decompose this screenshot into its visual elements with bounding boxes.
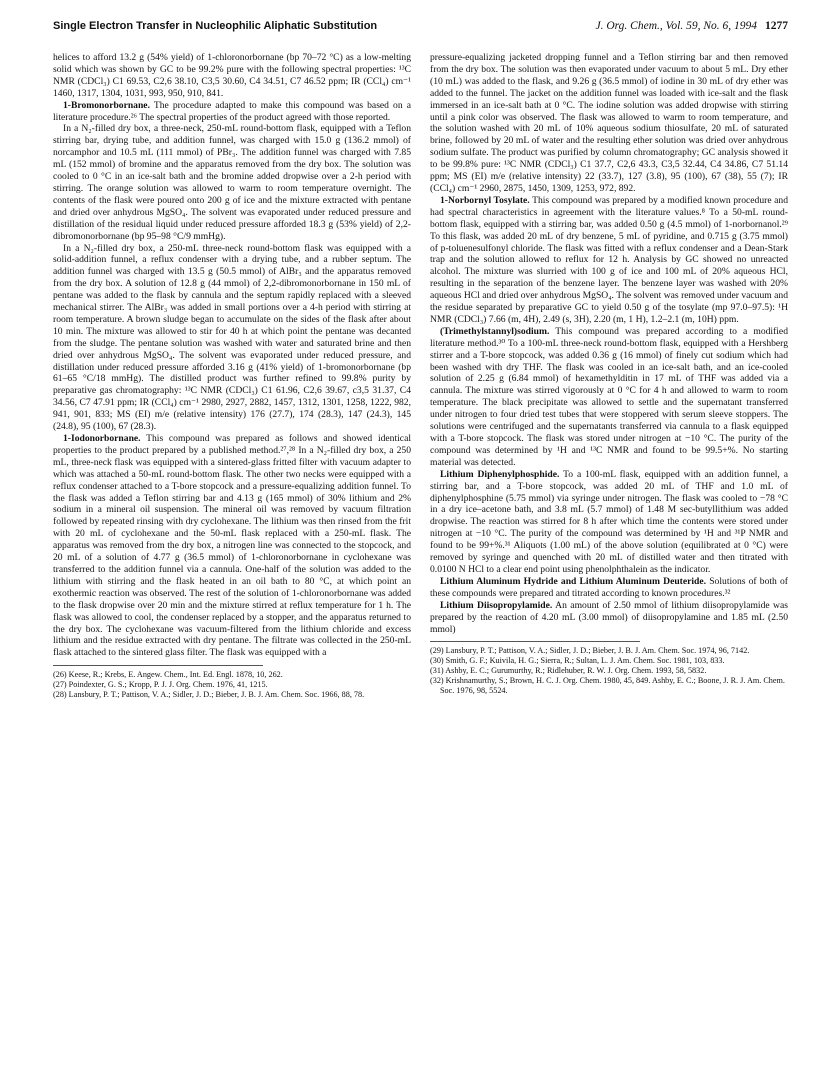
running-title: Single Electron Transfer in Nucleophilic Aliphatic Substitution xyxy=(53,20,378,32)
section-heading: 1-Norbornyl Tosylate. xyxy=(440,194,530,206)
paragraph xyxy=(53,433,411,659)
paragraph-body: This compound was prepared as follows and showed identical properties to the product prepared by a published method.²⁷,²⁸ In a N₂-filled dry box, a 250 mL, three-neck flask was equipped with a sintered-glass fritted filter with vacuum adapter to which was attached a 50-mL round-bottom flask. The other two necks were equipped with a reflux condenser attached to a T-bore stopcock and a pressure-equalizing addition funnel. To the flask was added a Teflon stirring bar and 4.13 g (165 mmol) of 30% lithium and 2% sodium in a mineral oil suspension. The mineral oil was removed by vacuum filtration followed by repeated rinsing with dry cyclohexane. The lithium was then rinsed from the frit with 20 mL of cyclohexane and the 50-mL flask replaced with a 250-mL flask. The apparatus was removed from the dry box, a nitrogen line was connected to the stopcock, and 20 mL of a solution of 4.77 g (36.5 mmol) of 1-chloronorbornane in cyclohexane was transferred to the addition funnel via a cannula. One-half of the solution was added to the lithium with stirring and the flask heated in an oil bath to 80 °C, at which point an exothermic reaction was observed. The rest of the solution of 1-chloronorbornane was added to the flask dropwise over 20 min and the mixture stirred at reflux temperature for 1 h. The flask was allowed to cool, the condenser replaced by a stopper, and the apparatus returned to the dry box. The cyclohexane was vacuum-filtered from the lithium chloride and excess lithium and the residue extracted with dry pentane. The filtrate was collected in the 250-mL flask attached to the sintered glass filter. The flask was equipped with a xyxy=(53,433,411,659)
paragraph-body: This compound was prepared by a modified known procedure and had spectral characteristics in agreement with the literature values.⁸ To a 50-mL round-bottom flask, equipped with a stirring bar, was added 0.50 g (4.5 mmol) of 1-norbornanol.²⁹ To this flask, was added 20 mL of dry benzene, 5 mL of pyridine, and 0.715 g (3.75 mmol) of p-toluenesulfonyl chloride. The flask was fitted with a reflux condenser and a Dean-Stark trap and the solution allowed to reflux for 12 h. Analysis by GC showed no unreacted alcohol. The mixture was slurried with 100 g of ice and 100 mL of 20% aqueous HCl, resulting in the separation of the benzene layer. The benzene layer was washed with 20% aqueous HCl and dried over anhydrous MgSO₄. The solvent was removed under vacuum and the residue separated by preparative GC to yield 0.50 g of the tosylate (mp 97.0–97.5): ¹H NMR (CDCl₃) 7.66 (m, 4H), 2.49 (s, 3H), 2.20 (m, 1 H), 1.2–2.1 (m, 10H) ppm. xyxy=(430,194,788,325)
footnotes xyxy=(430,646,788,696)
running-header xyxy=(53,20,788,36)
journal-citation xyxy=(595,20,788,32)
paragraph: In a N₂-filled dry box, a 250-mL three-neck round-bottom flask was equipped with a solid-addition funnel, a reflux condenser with a drying tube, and a rubber septum. The addition funnel was charged with 13.5 g (50.5 mmol) of AlBr₃ and the apparatus removed from the dry box. A solution of 12.8 g (44 mmol) of 2,2-dibromonorbornane in 150 mL of pentane was added to the flask by cannula and the septum rapidly replaced with a sleeved mechanical stirrer. The AlBr₃ was added in small portions over a 4-h period with stirring at room temperature. A brown sludge began to accumulate on the sides of the flask after about 10 min. The mixture was allowed to stir for 40 h at which point the pentane was decanted from the sludge. The pentane solution was washed with water and saturated brine and then dried over anhydrous MgSO₄. The solvent was evaporated under reduced pressure, and distillation under reduced pressure afforded 3.16 g (41% yield) of 1-bromonorbornane (bp 61–65 °C/18 mmHg). The distilled product was further refined to 99.8% purity by preparative gas chromatography: ¹³C NMR (CDCl₃) C1 61.96, C2,6 39.67, c3,5 31.37, C4 34.56, C7 47.91 ppm; IR (CCl₄) cm⁻¹ 2980, 2927, 2882, 1457, 1312, 1301, 1258, 1222, 982, 941, 901, 833; MS (EI) m/e (relative intensity) 176 (27.7), 174 (28.3), 147 (24.3), 145 (24.8), 95 (100), 67 (28.3). xyxy=(53,242,411,433)
paragraph: pressure-equalizing jacketed dropping funnel and a Teflon stirring bar and then removed from the dry box. The solution was then evaporated under vacuum to about 5 mL. Dry ether (10 mL) was added to the flask, and 9.26 g (36.5 mmol) of iodine in 30 mL of dry ether was added to the funnel. The jacket on the addition funnel was loaded with ice-salt and the flask immersed in an ice-salt bath at 0 °C. The iodine solution was added dropwise with stirring until a pink color was observed. The flask was allowed to warm to room temperature, and the solution washed with 20 mL of 10% aqueous sodium thiosulfate, 20 mL of saturated brine, followed by 20 mL of water and the resulting ether solution was dried over anhydrous sodium sulfate. The product was purified by column chromatography; GC analysis showed it to be 99.8% pure: ¹³C NMR (CDCl₃) C1 37.7, C2,6 43.3, C3,5 32.44, C4 34.86, C7 51.14 ppm; MS (EI) m/e (relative intensity) 22 (33.7), 127 (3.8), 95 (100), 67 (38), 55 (7); IR (CCl₄) cm⁻¹ 2960, 2875, 1450, 1309, 1253, 972, 892. xyxy=(430,52,788,194)
left-column xyxy=(53,52,411,700)
paragraph: helices to afford 13.2 g (54% yield) of 1-chloronorbornane (bp 70–72 °C) as a low-melting solid which was shown by GC to be 99.2% pure with the following spectral properties: ¹³C NMR (CDCl₃) C1 69.53, C2,6 38.10, C3,5 30.60, C4 34.51, C7 46.52 ppm; IR (CCl₄) cm⁻¹ 1460, 1317, 1304, 1031, 993, 950, 910, 841. xyxy=(53,52,411,99)
paragraph xyxy=(430,195,788,326)
section-heading: Lithium Diphenylphosphide. xyxy=(440,468,560,480)
footnote: (32) Krishnamurthy, S.; Brown, H. C. J. Org. Chem. 1980, 45, 849. Ashby, E. C.; Boone, J. R. J. Am. Chem. Soc. 1976, 98, 5524. xyxy=(430,676,785,696)
journal-name: J. Org. Chem., Vol. 59, No. 6, 1994 xyxy=(595,20,757,32)
section-heading: Lithium Diisopropylamide. xyxy=(440,599,553,611)
footnote: (29) Lansbury, P. T.; Pattison, V. A.; Sidler, J. D.; Bieber, J. B. J. Am. Chem. Soc. 1974, 96, 7142. xyxy=(430,646,750,656)
footnote: (31) Ashby, E. C.; Gurumurthy, R.; Ridlehuber, R. W. J. Org. Chem. 1993, 58, 5832. xyxy=(430,666,707,676)
paragraph-body: To a 100-mL flask, equipped with an addition funnel, a stirring bar, and a T-bore stopcock, was added 20 mL of THF and 1.0 mL of diphenylphosphine (5.75 mmol) via syringe under nitrogen. The flask was cooled to −78 °C in a dry ice–acetone bath, and 3.8 mL (5.7 mmol) of 1.48 M sec-butyllithium was added dropwise. The reaction was stirred for 8 h after which time the contents were stored under nitrogen at −10 °C. The purity of the compound was determined by ¹H and ³¹P NMR and found to be 99+%.³¹ Aliquots (1.00 mL) of the above solution (equilibrated at 0 °C) were removed by syringe and quenched with 20 mL of distilled water and then titrated with 0.0100 N HCl to a clear end point using phenolphthalein as the indicator. xyxy=(430,468,788,575)
paragraph xyxy=(430,469,788,576)
footnote: (27) Poindexter, G. S.; Kropp, P. J. J. Org. Chem. 1976, 41, 1215. xyxy=(53,680,268,690)
paragraph-body: An amount of 2.50 mmol of lithium diisopropylamide was prepared by the reaction of 4.20 mL (3.00 mmol) of diisopropylamine and 1.85 mL (2.50 mmol) xyxy=(430,599,788,635)
paragraph-body: Solutions of both of these compounds were prepared and titrated according to known procedures.³² xyxy=(430,575,788,599)
section-heading: 1-Bromonorbornane. xyxy=(63,99,150,111)
paragraph xyxy=(430,600,788,636)
footnote: (28) Lansbury, P. T.; Pattison, V. A.; Sidler, J. D.; Bieber, J. B. J. Am. Chem. Soc. 1966, 88, 78. xyxy=(53,690,365,700)
paragraph xyxy=(430,326,788,469)
section-heading: (Trimethylstannyl)sodium. xyxy=(440,325,550,337)
page-number: 1277 xyxy=(765,20,788,32)
footnotes xyxy=(53,670,411,700)
right-column xyxy=(430,52,788,696)
paragraph-body: The procedure adapted to make this compound was based on a literature procedure.²⁶ The spectral properties of the product agreed with those reported. xyxy=(53,99,411,123)
footnote: (26) Keese, R.; Krebs, E. Angew. Chem., Int. Ed. Engl. 1878, 10, 262. xyxy=(53,670,283,680)
paragraph xyxy=(53,100,411,124)
paragraph xyxy=(430,576,788,600)
paragraph: In a N₂-filled dry box, a three-neck, 250-mL round-bottom flask, equipped with a Teflon stirring bar, drying tube, and addition funnel, was charged with 15.0 g (136.2 mmol) of norcamphor and 10.5 mL (111 mmol) of PBr₃. The addition funnel was charged with 7.85 mL (152 mmol) of bromine and the apparatus removed from the dry box. The solution was cooled to 0 °C in an ice-salt bath and the bromine added dropwise over a 2-h period with stirring. The orange solution was allowed to warm to room temperature overnight. The contents of the flask were poured onto 200 g of ice and the mixture extracted with pentane and dried over anhydrous MgSO₄. The solvent was evaporated under reduced pressure and distillation of the residual liquid under reduced pressure afforded 18.3 g (53% yield) of 2,2-dibromonorbornane (bp 95–98 °C/9 mmHg). xyxy=(53,123,411,242)
footnote: (30) Smith, G. F.; Kuivila, H. G.; Sierra, R.; Sultan, L. J. Am. Chem. Soc. 1981, 103, 833. xyxy=(430,656,725,666)
paragraph-body: This compound was prepared according to a modified literature method.³⁰ To a 100-mL three-neck round-bottom flask, equipped with a Hershberg stirrer and a T-bore stopcock, was added 0.36 g (16 mmol) of finely cut sodium which had been washed with dry THF. The flask was cooled in an ice-salt bath, and an ice-cooled solution of 2.25 g (6.84 mmol) of hexamethylditin in 17 mL of THF was added via a cannula. The mixture was stirred vigorously at 0 °C for 4 h and allowed to warm to room temperature. The black precipitate was allowed to settle and the supernatant transferred under nitrogen to four dried test tubes that were stoppered with serum sleeve stoppers. The solutions were centrifuged and the supernatants transferred via cannula to a flask equipped with a T-bore stopcock. The flask was stored under nitrogen at −10 °C. The purity of the compound was determined by ¹H and ¹³C NMR and found to be 99.5+%. No starting material was detected. xyxy=(430,325,788,468)
section-heading: 1-Iodonorbornane. xyxy=(63,433,141,444)
section-heading: Lithium Aluminum Hydride and Lithium Aluminum Deuteride. xyxy=(440,575,707,587)
